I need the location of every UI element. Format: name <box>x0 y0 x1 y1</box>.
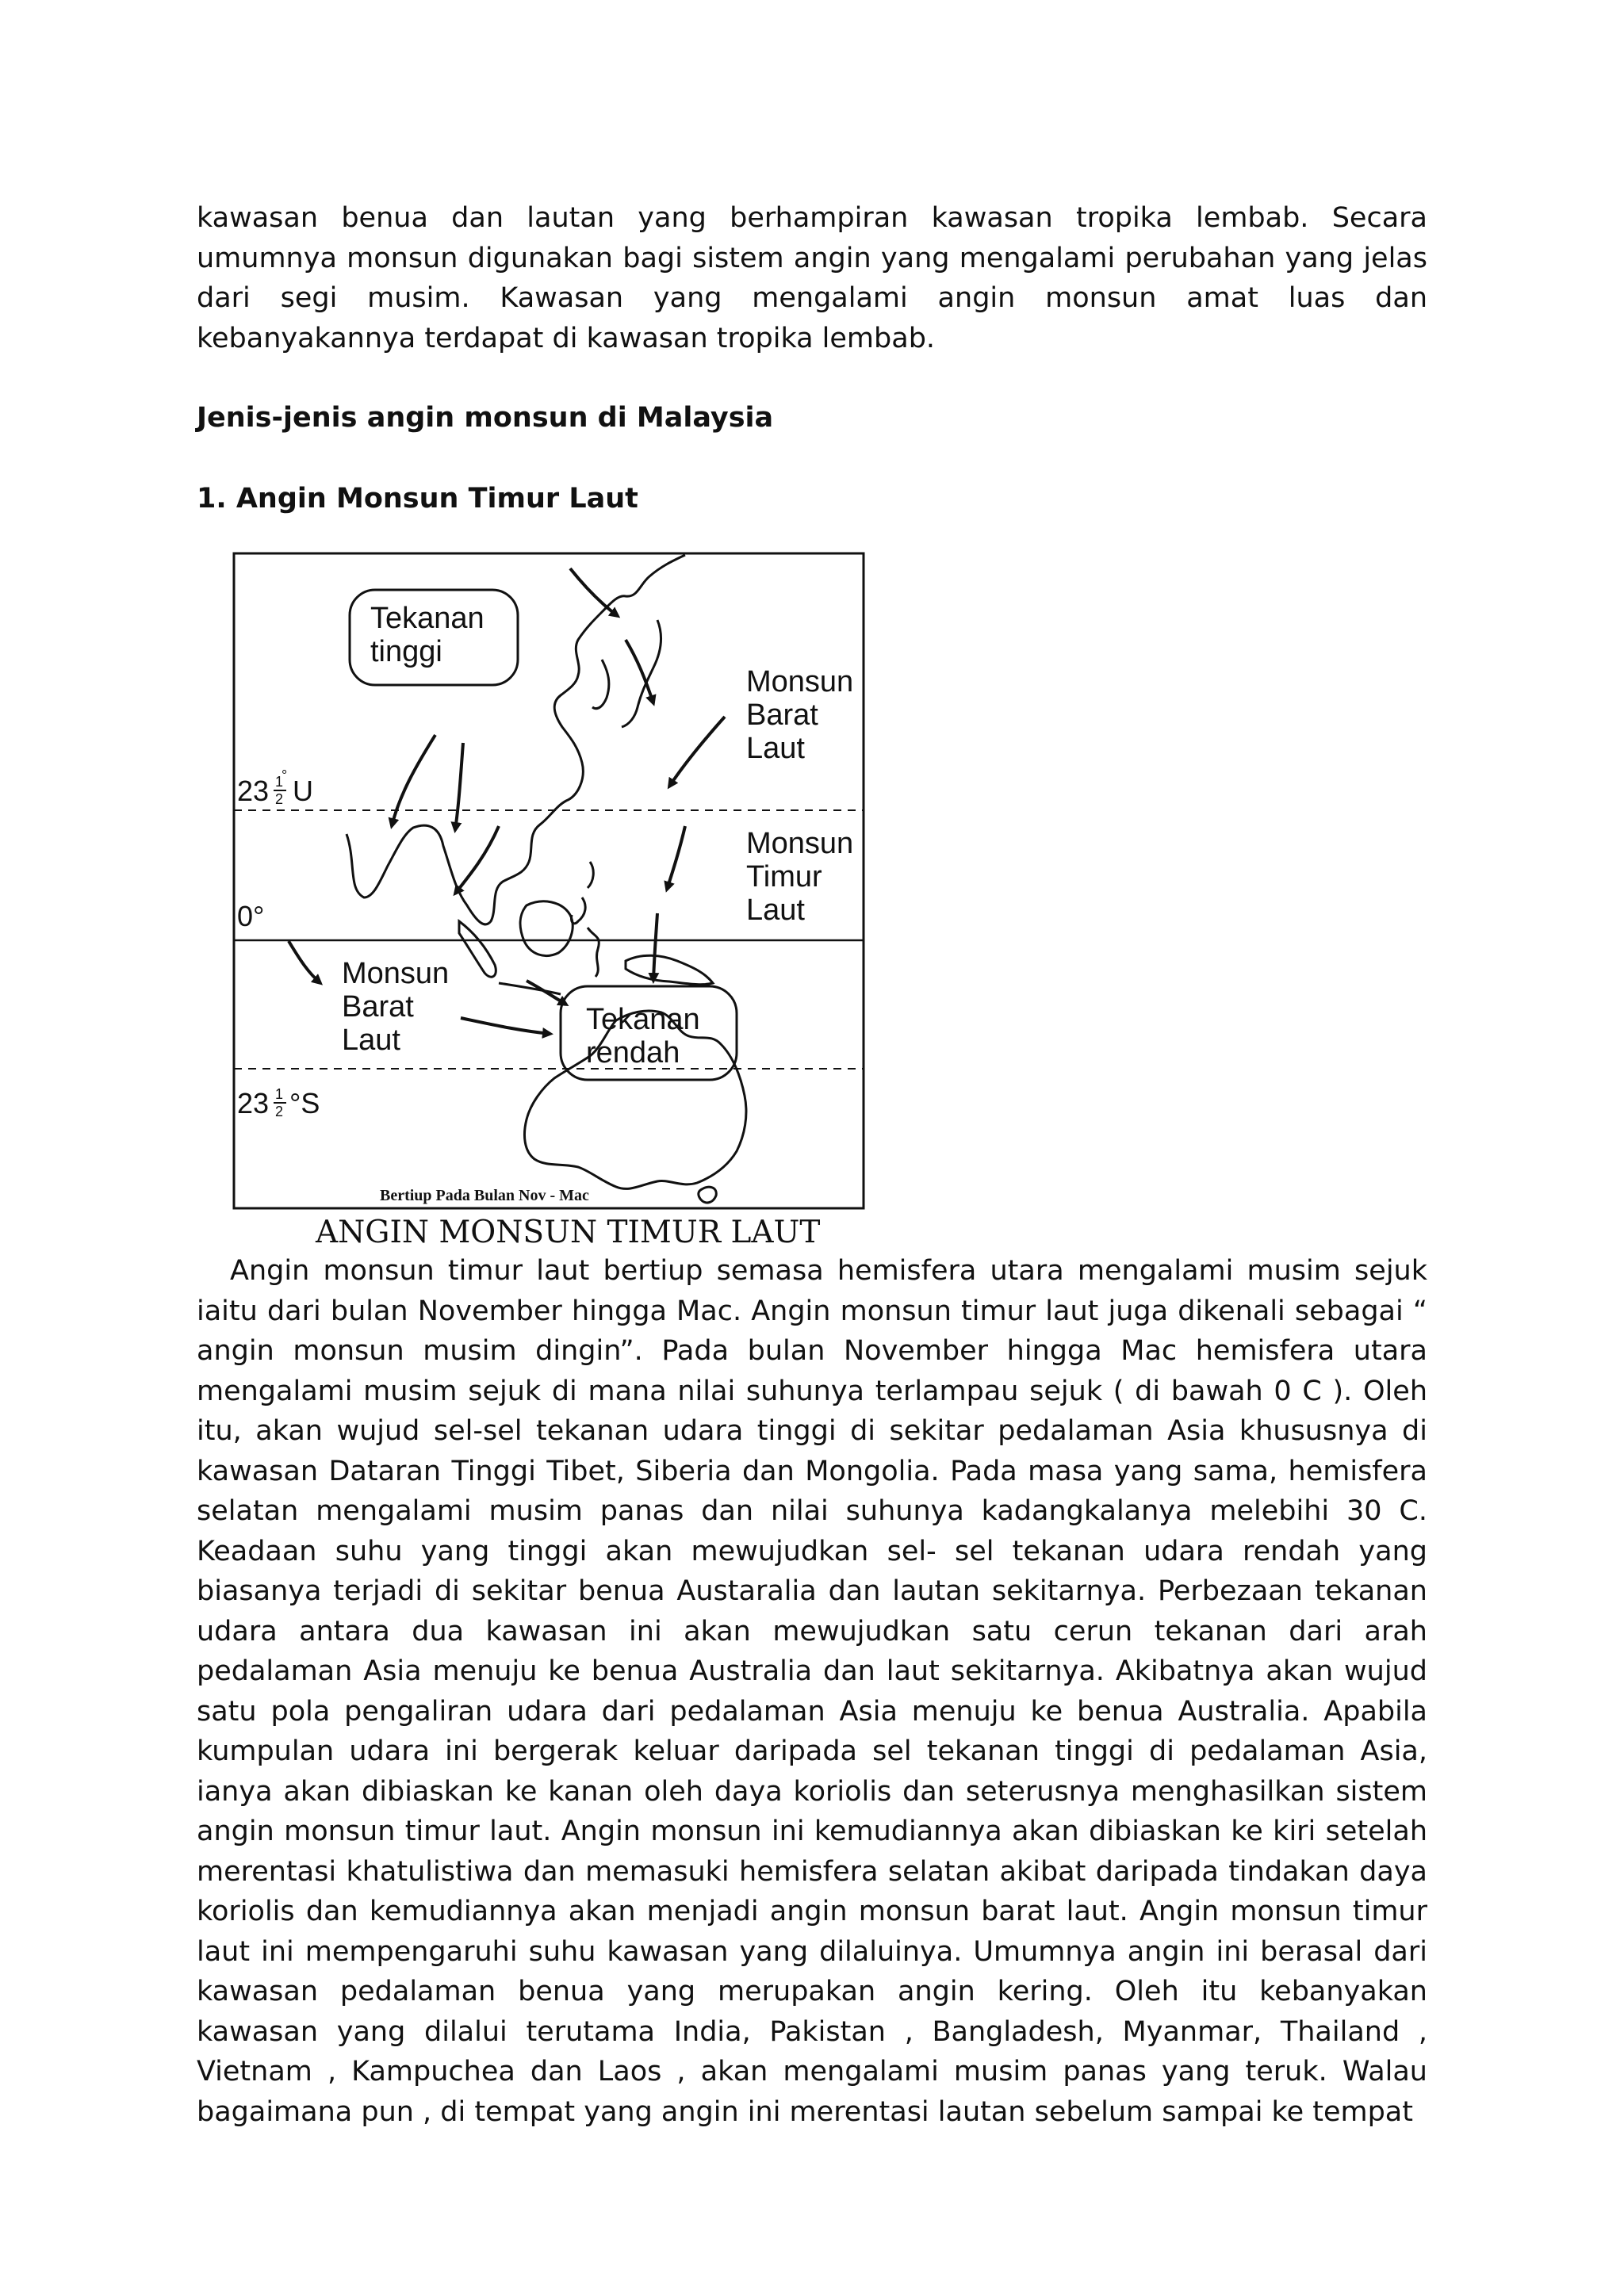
figure-caption: ANGIN MONSUN TIMUR LAUT <box>316 1215 821 1250</box>
right-mid-label-2: Timur <box>746 860 822 894</box>
svg-text:°: ° <box>282 767 288 783</box>
figure-footer-note: Bertiup Pada Bulan Nov - Mac <box>380 1187 589 1204</box>
left-label-1: Monsun <box>342 957 450 990</box>
subsection-heading: 1. Angin Monsun Timur Laut <box>197 483 638 515</box>
low-pressure-label-1: Tekanan <box>586 1003 700 1036</box>
left-label-3: Laut <box>342 1024 400 1057</box>
left-label-2: Barat <box>342 990 414 1024</box>
lat-equator-label: 0° <box>237 900 265 932</box>
svg-text:23: 23 <box>237 1087 270 1119</box>
right-top-label-1: Monsun <box>746 665 854 698</box>
monsoon-map <box>229 549 868 1211</box>
section-heading: Jenis-jenis angin monsun di Malaysia <box>197 402 774 434</box>
right-mid-label-1: Monsun <box>746 827 854 860</box>
svg-text:1: 1 <box>275 1086 284 1102</box>
svg-text:°S: °S <box>289 1087 320 1119</box>
svg-text:23: 23 <box>237 775 270 807</box>
right-mid-label-3: Laut <box>746 894 805 927</box>
monsoon-map-figure <box>229 549 868 1211</box>
high-pressure-label-2: tinggi <box>370 635 442 668</box>
right-top-label-3: Laut <box>746 732 805 765</box>
svg-text:1: 1 <box>275 774 284 790</box>
right-top-label-2: Barat <box>746 698 818 732</box>
body-text: Angin monsun timur laut bertiup semasa hemisfera utara mengalami musim sejuk iaitu dari bulan November hingga Mac. Angin monsun timur laut juga dikenali sebagai “ angin monsun musim dingin”. Pada bulan November hingga Mac hemisfera utara mengalami musim sejuk di mana nilai suhunya terlampau sejuk ( di bawah 0 C ). Oleh itu, akan wujud sel-sel tekanan udara tinggi di sekitar pedalaman Asia khususnya di kawasan Dataran Tinggi Tibet, Siberia dan Mongolia. Pada masa yang sama, hemisfera selatan mengalami musim panas dan nilai suhunya kadangkalanya melebihi 30 C. Keadaan suhu yang tinggi akan mewujudkan sel- sel tekanan udara rendah yang biasanya terjadi di sekitar benua Austaralia dan lautan sekitarnya. Perbezaan tekanan udara antara dua kawasan ini akan mewujudkan satu cerun tekanan dari arah pedalaman Asia menuju ke benua Australia dan laut sekitarnya. Akibatnya akan wujud satu pola pengaliran udara dari pedalaman Asia menuju ke benua Australia. Apabila kumpulan udara ini bergerak keluar daripada sel tekanan tinggi di pedalaman Asia, ianya akan dibiaskan ke kanan oleh daya koriolis dan seterusnya menghasilkan sistem angin monsun timur laut. Angin monsun ini kemudiannya akan dibiaskan ke kiri setelah merentasi khatulistiwa dan memasuki hemisfera selatan akibat daripada tindakan daya koriolis dan kemudiannya akan menjadi angin monsun barat laut. Angin monsun timur laut ini mempengaruhi suhu kawasan yang dilaluinya. Umumnya angin ini berasal dari kawasan pedalaman benua yang merupakan angin kering. Oleh itu kebanyakan kawasan yang dilalui terutama India, Pakistan , Bangladesh, Myanmar, Thailand , Vietnam , Kampuchea dan Laos , akan mengalami musim panas yang teruk. Walau bagaimana pun , di tempat yang angin ini merentasi lautan sebelum sampai ke tempat <box>197 1255 1427 2128</box>
lat-south-label <box>237 1086 320 1119</box>
body-paragraph <box>197 1251 1427 2132</box>
svg-text:2: 2 <box>275 1104 284 1119</box>
svg-text:2: 2 <box>275 791 284 807</box>
intro-text: kawasan benua dan lautan yang berhampiran kawasan tropika lembab. Secara umumnya monsun digunakan bagi sistem angin yang mengalami perubahan yang jelas dari segi musim. Kawasan yang mengalami angin monsun amat luas dan kebanyakannya terdapat di kawasan tropika lembab. <box>197 202 1427 354</box>
intro-paragraph <box>197 198 1427 358</box>
high-pressure-label-1: Tekanan <box>370 602 485 635</box>
svg-text:U: U <box>293 775 313 807</box>
low-pressure-label-2: rendah <box>586 1036 680 1070</box>
